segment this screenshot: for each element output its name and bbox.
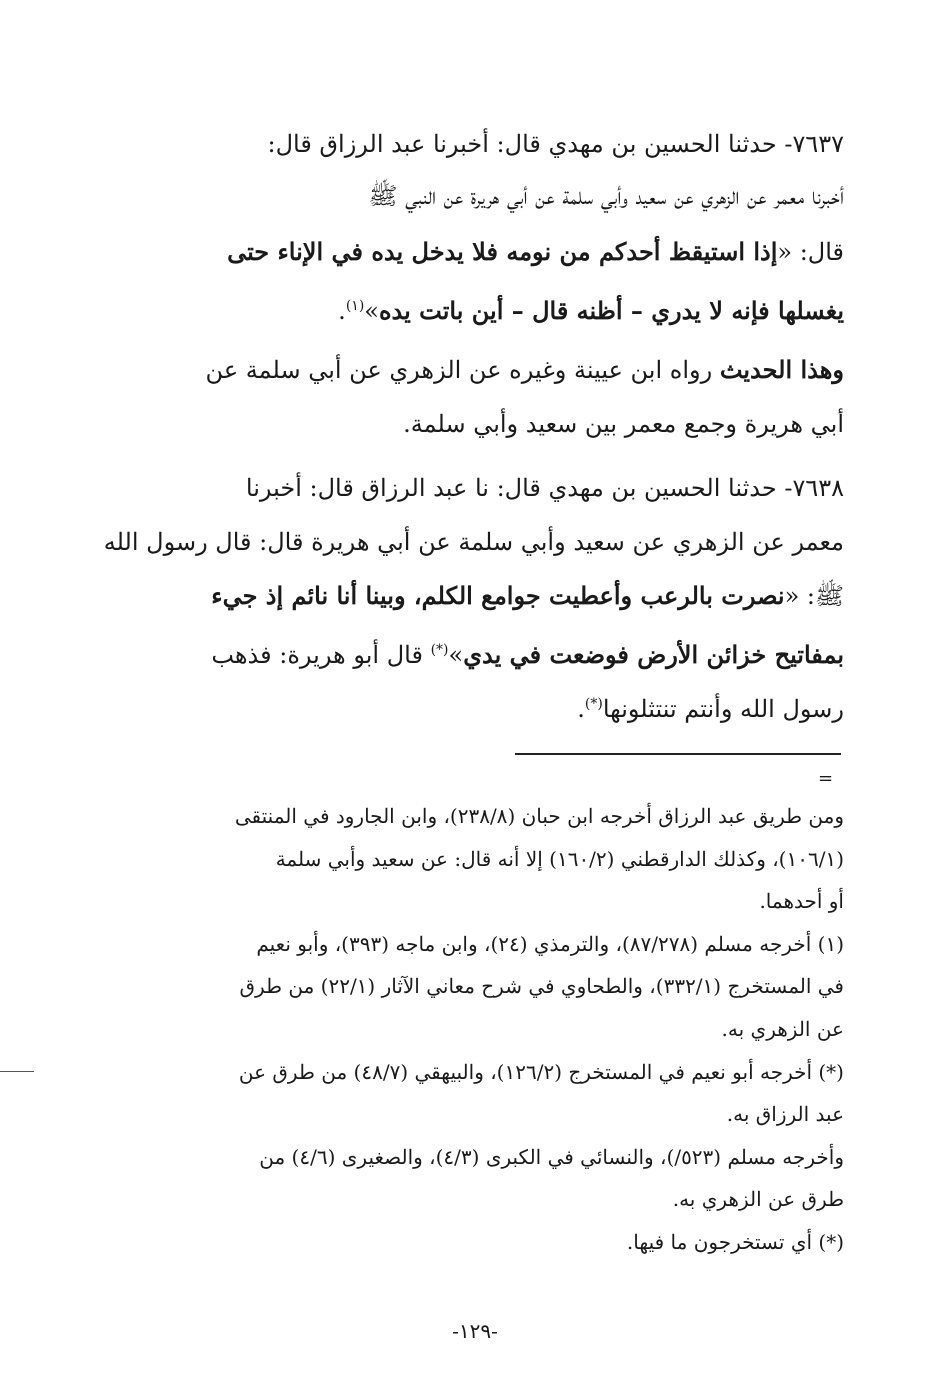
footnote-line: ومن طريق عبد الرزاق أخرجه ابن حبان (٢٣٨/٨)، وابن الجارود في المنتقى (234, 804, 844, 828)
commentary-line-1: وهذا الحديث رواه ابن عيينة وغيره عن الزهري عن أبي سلمة عن (205, 355, 844, 384)
continuation-marker: = (818, 768, 834, 789)
hadith-7638-line-4: بمفاتيح خزائن الأرض فوضعت في يدي»(*) قال أبو هريرة: فذهب (211, 640, 844, 669)
hadith-7637-line-2: أخبرنا معمر عن الزهري عن سعيد وأبي سلمة عن أبي هريرة عن النبي ﷺ (368, 182, 844, 210)
footnote-line: (*) أخرجه أبو نعيم في المستخرج (١٢٦/٢)، والبيهقي (٤٨/٧) من طرق عن (238, 1060, 844, 1084)
hadith-7637-matn: إذا استيقظ أحدكم من نومه فلا يدخل يده في الإناء حتى (227, 237, 778, 266)
hadith-7637-line-4: يغسلها فإنه لا يدري – أظنه قال – أين باتت يده»$^{(١)}$. (338, 296, 844, 325)
footnote-line: (١٠٦/١)، وكذلك الدارقطني (١٦٠/٢) إلا أنه قال: عن سعيد وأبي سلمة (275, 847, 844, 871)
commentary-line-2: أبي هريرة وجمع معمر بين سعيد وأبي سلمة. (403, 410, 844, 438)
footnote-line: أو أحدهما. (759, 889, 844, 913)
hadith-7638-line-3: ﷺ: «نصرت بالرعب وأعطيت جوامع الكلم، وبينا أنا نائم إذ جيء (211, 581, 844, 610)
hadith-7638-line-2: معمر عن الزهري عن سعيد وأبي سلمة عن أبي هريرة قال: قال رسول الله (103, 528, 844, 556)
hadith-7637-line-3 (132, 228, 844, 276)
hadith-7638-line-1: ٧٦٣٨- حدثنا الحسين بن مهدي قال: نا عبد الرزاق قال: أخبرنا (245, 474, 844, 502)
hadith-7638-matn: نصرت بالرعب وأعطيت جوامع الكلم، وبينا أنا نائم إذ جيء (211, 581, 785, 610)
commentary-heading: وهذا الحديث (719, 355, 844, 384)
footnote-line: في المستخرج (٣٣٢/١)، والطحاوي في شرح معاني الآثار (٢٢/١) من طرق (239, 974, 844, 998)
footnote-line: (١) أخرجه مسلم (٨٧/٢٧٨)، والترمذي (٢٤)، وابن ماجه (٣٩٣)، وأبو نعيم (256, 932, 844, 956)
footnote-ref-star-2: (*) (584, 696, 603, 712)
footnote-ref-star: (*) (430, 642, 449, 658)
footnote-line: عبد الرزاق به. (726, 1102, 844, 1126)
footnote-line: عن الزهري به. (721, 1017, 844, 1041)
footnote-line: وأخرجه مسلم (٥٢٣/)، والنسائي في الكبرى (٤/٣)، والصغيرى (٤/٦) من (259, 1145, 844, 1169)
hadith-7638-line-5: رسول الله وأنتم تنتثلونها(*). (577, 695, 844, 723)
scan-margin-mark (0, 1071, 34, 1072)
page-number: -١٢٩- (452, 1319, 498, 1343)
footnote-line: طرق عن الزهري به. (672, 1187, 844, 1211)
footnote-line: (*) أي تستخرجون ما فيها. (626, 1230, 844, 1254)
footnote-ref-1: (١) (345, 298, 365, 314)
hadith-7637-line-1: ٧٦٣٧- حدثنا الحسين بن مهدي قال: أخبرنا عبد الرزاق قال: (267, 130, 844, 158)
hadith-7638-matn-end: بمفاتيح خزائن الأرض فوضعت في يدي (463, 640, 844, 669)
hadith-7637-matn-end: يغسلها فإنه لا يدري – أظنه قال – أين باتت يده (378, 296, 844, 325)
hadith-7637-narration-intro: قال: « (777, 238, 844, 266)
footnote-separator (515, 753, 841, 755)
